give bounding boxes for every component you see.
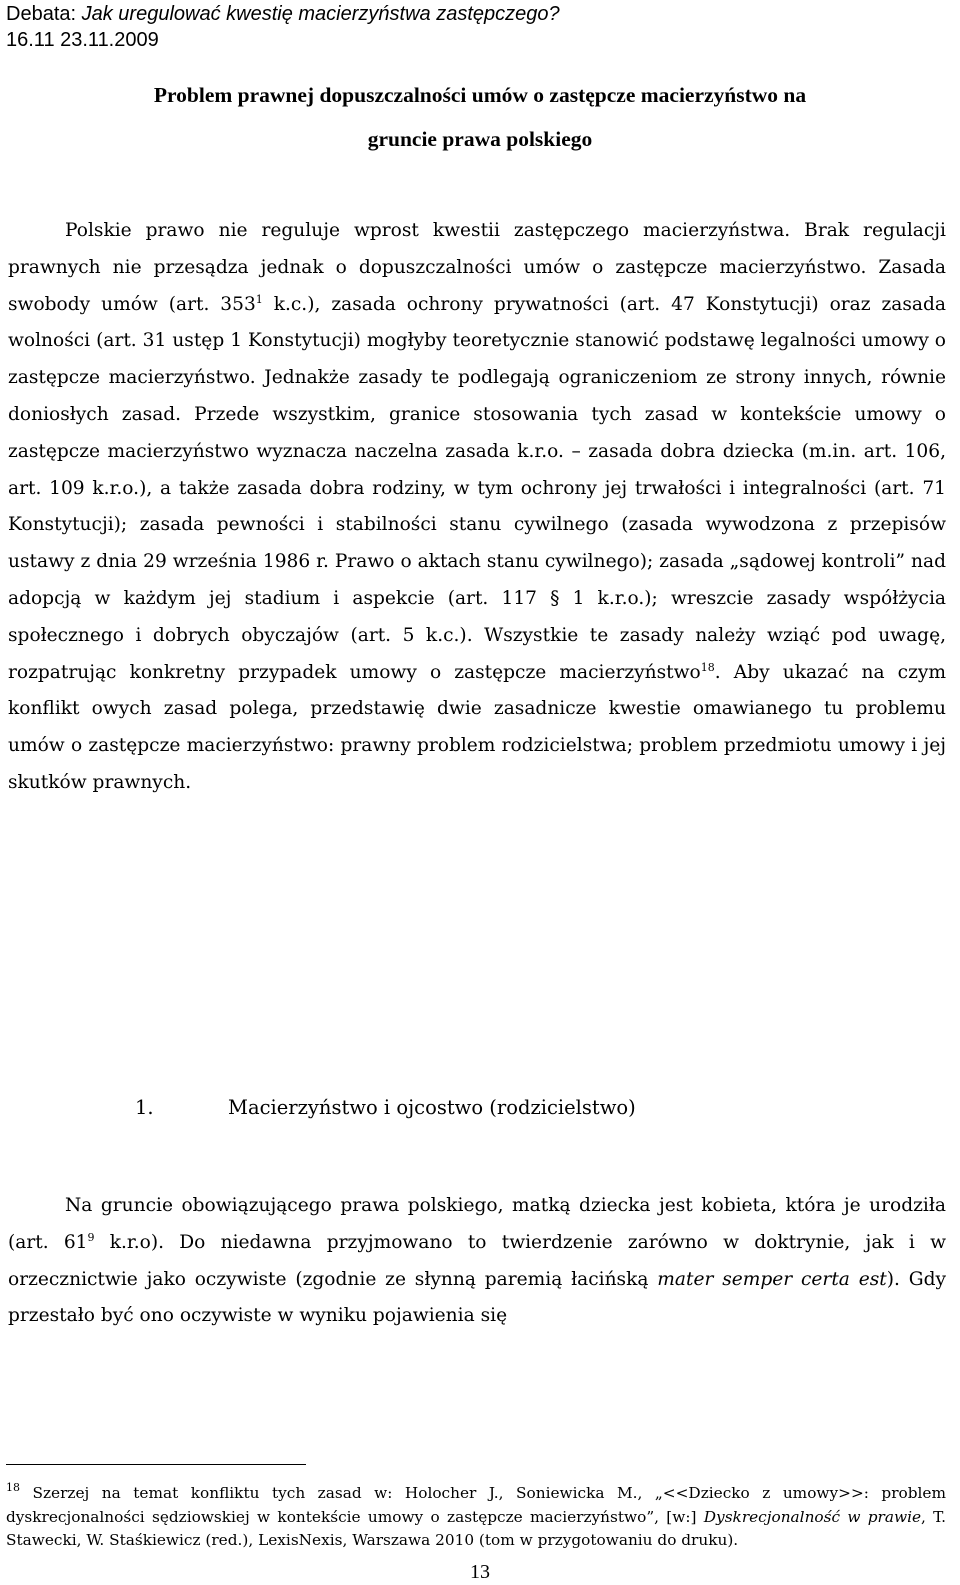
section-number: 1. <box>135 1096 154 1119</box>
paragraph-2: Na gruncie obowiązującego prawa polskiego, matką dziecka jest kobieta, która je urodziła (art. $61^9$ k.r.o). Do niedawna przyjmowano to twierdzenie zarówno w doktrynie, jak i w orzecznictwie jako oczywiste (zgodnie ze słynną paremią łacińską mater semper certa est). Gdy przestało być ono oczywiste w wyniku pojawienia się <box>8 1195 947 1327</box>
section-heading: Macierzyństwo i ojcostwo (rodzicielstwo) <box>228 1096 636 1119</box>
header-prefix: Debata: <box>6 3 82 25</box>
superscript: 9 <box>87 1230 95 1244</box>
footnote-18: $^{18}$ Szerzej na temat konfliktu tych zasad w: Holocher J., Soniewicka M., „<<Dziecko z umowy>>: problem dyskrecjonalności sędziowskiej w kontekście umowy o zastępcze macierzyństwo”, [w:] Dyskrecjonalność w prawie, T. Stawecki, W. Staśkiewicz (red.), LexisNexis, Warszawa 2010 (tom w przygotowaniu do druku). <box>6 1481 946 1549</box>
chapter-title-line-2: gruncie prawa polskiego <box>367 127 593 151</box>
header-topic: Jak uregulować kwestię macierzyństwa zastępczego? <box>81 3 560 25</box>
footnote-number: 18 <box>6 1481 20 1494</box>
running-header-dates: 16.11 23.11.2009 <box>6 29 159 51</box>
chapter-title-line-1: Problem prawnej dopuszczalności umów o zastępcze macierzyństwo na <box>153 83 807 107</box>
footnote-ref-18: 18 <box>700 660 715 674</box>
page-number: 13 <box>470 1561 490 1583</box>
latin-maxim: mater semper certa est <box>657 1268 887 1290</box>
running-header-title <box>6 2 560 26</box>
footnote-book-title: Dyskrecjonalność w prawie <box>703 1507 922 1526</box>
paragraph-1: Polskie prawo nie reguluje wprost kwestii zastępczego macierzyństwa. Brak regulacji prawnych nie przesądza jednak o dopuszczalności umów o zastępcze macierzyństwo. Zasada swobody umów (art. $353^1$ k.c.), zasada ochrony prywatności (art. 47 Konstytucji) oraz zasada wolności (art. 31 ustęp 1 Konstytucji) mogłyby teoretycznie stanowić podstawę legalności umowy o zastępcze macierzyństwo. Jednakże zasady te podlegają ograniczeniom ze strony innych, równie doniosłych zasad. Przede wszystkim, granice stosowania tych zasad w kontekście umowy o zastępcze macierzyństwo wyznacza naczelna zasada k.r.o. – zasada dobra dziecka (m.in. art. 106, art. 109 k.r.o.), a także zasada dobra rodziny, w tym ochrony jej trwałości i integralności (art. 71 Konstytucji); zasada pewności i stabilności stanu cywilnego (zasada wywodzona z przepisów ustawy z dnia 29 września 1986 r. Prawo o aktach stanu cywilnego); zasada „sądowej kontroli” nad adopcją w każdym jej stadium i aspekcie (art. 117 § 1 k.r.o.); wreszcie zasady współżycia społecznego i dobrych obyczajów (art. 5 k.c.). Wszystkie te zasady należy wziąć pod uwagę, rozpatrując konkretny przypadek umowy o zastępcze macierzyństwo$^{18}$. Aby ukazać na czym konflikt owych zasad polega, przedstawię dwie zasadnicze kwestie omawianego tu problemu umów o zastępcze macierzyństwo: prawny problem rodzicielstwa; problem przedmiotu umowy i jej skutków prawnych. <box>8 220 947 793</box>
footnote-separator <box>6 1464 306 1465</box>
superscript: 1 <box>255 292 263 306</box>
